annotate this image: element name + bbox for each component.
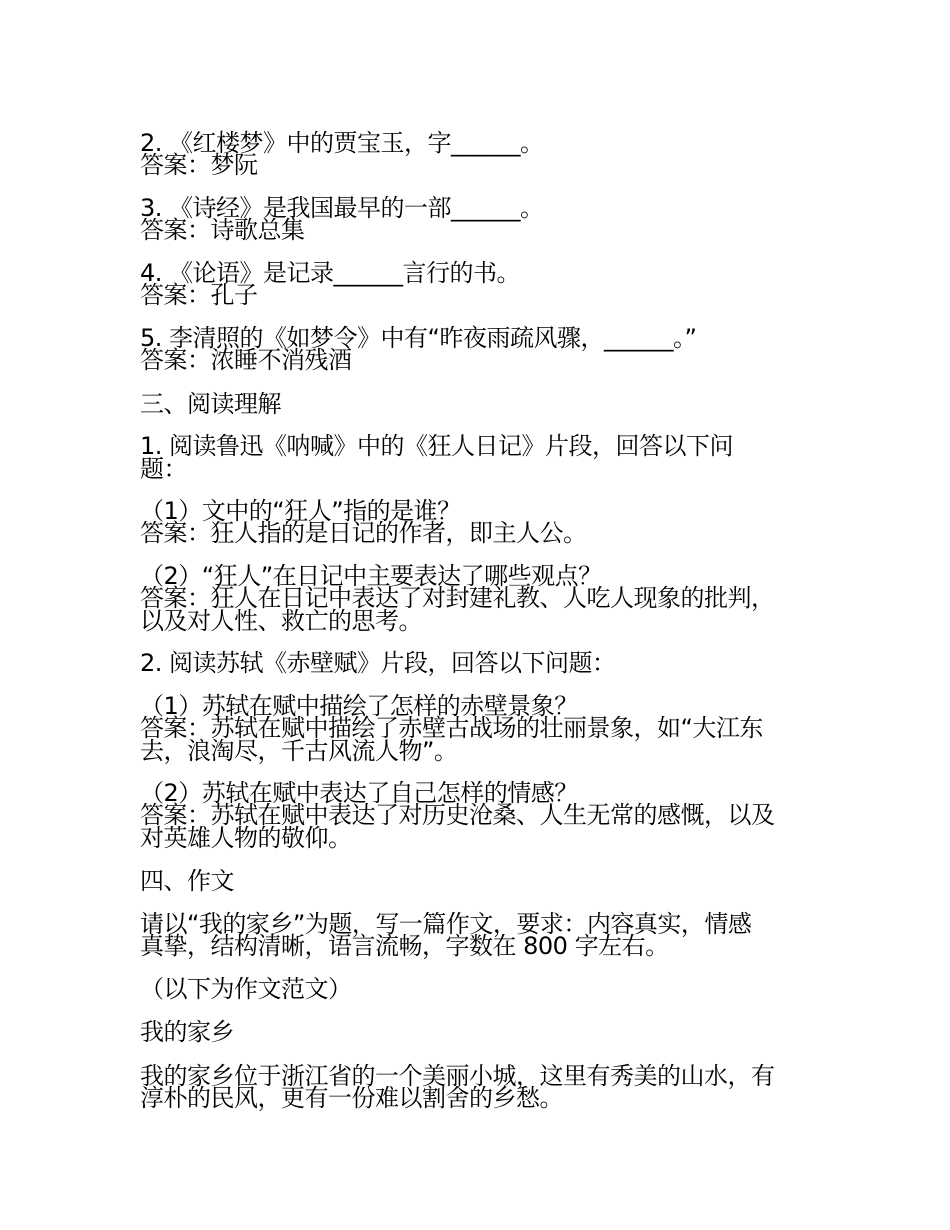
essay-title: 我的家乡 — [140, 1018, 234, 1046]
question-5: 5. 李清照的《如梦令》中有“昨夜雨疏风骤，______。” — [140, 324, 697, 352]
composition-prompt-line1: 请以“我的家乡”为题，写一篇作文，要求：内容真实，情感 — [140, 910, 752, 938]
reading-q1-line2: 题： — [140, 455, 187, 483]
answer-4: 答案：孔子 — [140, 281, 258, 309]
reading-q2-sub2: （2）苏轼在赋中表达了自己怎样的情感？ — [140, 779, 578, 807]
answer-2: 答案：梦阮 — [140, 151, 258, 179]
reading-q1-sub2-answer-line1: 答案：狂人在日记中表达了对封建礼教、人吃人现象的批判， — [140, 584, 775, 612]
essay-line1: 我的家乡位于浙江省的一个美丽小城，这里有秀美的山水，有 — [140, 1062, 775, 1090]
section-heading-composition: 四、作文 — [140, 867, 234, 895]
reading-q1-line1: 1. 阅读鲁迅《呐喊》中的《狂人日记》片段，回答以下问 — [140, 432, 734, 460]
answer-5: 答案：浓睡不消残酒 — [140, 346, 352, 374]
reading-q1-sub1-answer: 答案：狂人指的是日记的作者，即主人公。 — [140, 519, 587, 547]
essay-line2: 淳朴的民风，更有一份难以割舍的乡愁。 — [140, 1084, 563, 1112]
reading-q1-sub1: （1）文中的“狂人”指的是谁？ — [140, 497, 461, 525]
question-4: 4. 《论语》是记录______言行的书。 — [140, 259, 521, 287]
reading-q2-sub1-answer-line1: 答案：苏轼在赋中描绘了赤壁古战场的壮丽景象，如“大江东 — [140, 714, 763, 742]
reading-q2-sub1: （1）苏轼在赋中描绘了怎样的赤壁景象？ — [140, 692, 578, 720]
answer-3: 答案：诗歌总集 — [140, 216, 305, 244]
question-2: 2. 《红楼梦》中的贾宝玉，字______。 — [140, 129, 544, 157]
reading-q2-line1: 2. 阅读苏轼《赤壁赋》片段，回答以下问题： — [140, 649, 616, 677]
composition-prompt-line2: 真挚，结构清晰，语言流畅，字数在 800 字左右。 — [140, 932, 669, 960]
reading-q1-sub2-answer-line2: 以及对人性、救亡的思考。 — [140, 607, 422, 635]
reading-q2-sub2-answer-line1: 答案：苏轼在赋中表达了对历史沧桑、人生无常的感慨，以及 — [140, 801, 775, 829]
reading-q2-sub2-answer-line2: 对英雄人物的敬仰。 — [140, 824, 352, 852]
sample-essay-note: （以下为作文范文） — [140, 975, 352, 1003]
question-3: 3. 《诗经》是我国最早的一部______。 — [140, 194, 544, 222]
section-heading-reading: 三、阅读理解 — [140, 390, 281, 418]
reading-q2-sub1-answer-line2: 去，浪淘尽，千古风流人物”。 — [140, 737, 458, 765]
reading-q1-sub2: （2）“狂人”在日记中主要表达了哪些观点？ — [140, 562, 602, 590]
